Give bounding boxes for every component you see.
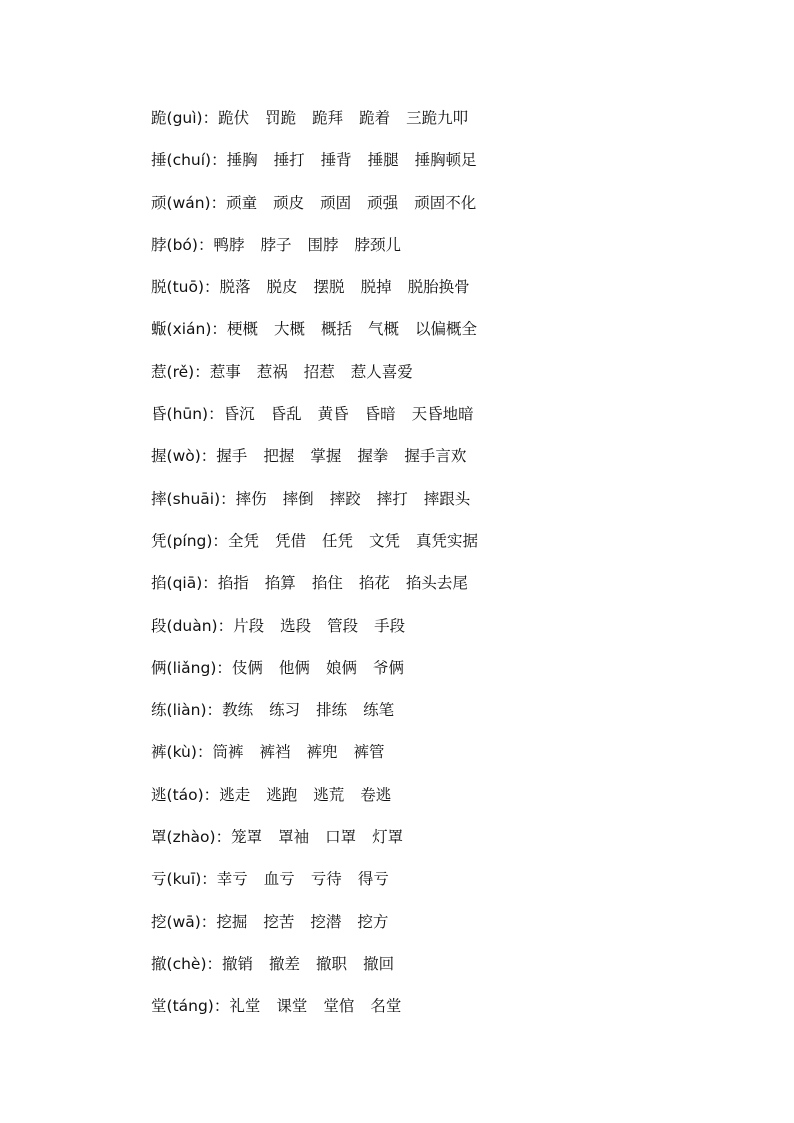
example-word: 脖颈儿 <box>354 235 402 254</box>
example-word: 掐头去尾 <box>405 574 468 593</box>
pinyin-reading: (bó) <box>166 235 198 254</box>
colon-separator: ： <box>213 997 230 1016</box>
example-word: 爷俩 <box>372 658 404 677</box>
example-word: 握手 <box>216 447 248 466</box>
colon-separator: ： <box>202 109 219 127</box>
colon-separator: ： <box>203 785 220 804</box>
pinyin-reading: (táng) <box>166 997 214 1016</box>
example-word: 他俩 <box>278 658 310 677</box>
headword-character: 撤 <box>151 954 167 973</box>
example-word: 三跪九叩 <box>406 109 469 127</box>
example-word: 挖苦 <box>263 912 295 931</box>
vocabulary-list <box>151 106 751 1037</box>
vocab-line <box>151 614 751 656</box>
example-word: 娘俩 <box>325 658 357 677</box>
vocab-line <box>151 444 751 486</box>
vocab-line <box>151 698 751 740</box>
example-word: 脱落 <box>219 278 251 297</box>
headword-character: 脱 <box>151 278 167 297</box>
example-word: 教练 <box>222 701 254 720</box>
example-word: 顽童 <box>226 193 258 212</box>
example-word: 手段 <box>374 616 406 635</box>
headword-character: 摔 <box>151 489 167 508</box>
pinyin-reading: (duàn) <box>166 616 218 635</box>
example-word: 卷逃 <box>360 785 392 804</box>
colon-separator: ： <box>204 278 220 297</box>
headword-character: 脖 <box>151 235 167 254</box>
example-word: 概括 <box>320 320 352 339</box>
example-word: 挖掘 <box>216 912 248 931</box>
headword-character: 罩 <box>151 828 167 847</box>
example-word: 任凭 <box>321 531 353 550</box>
pinyin-reading: (táo) <box>166 785 204 804</box>
pinyin-reading: (rě) <box>166 362 195 381</box>
example-word: 礼堂 <box>229 997 261 1016</box>
vocab-line <box>151 656 751 698</box>
vocab-line <box>151 910 751 952</box>
vocab-line <box>151 994 751 1036</box>
example-word: 大概 <box>273 320 305 339</box>
example-word: 文凭 <box>368 531 400 550</box>
pinyin-reading: (wán) <box>166 193 211 212</box>
example-word: 撤回 <box>363 954 395 973</box>
example-word: 摔倒 <box>282 489 314 508</box>
pinyin-reading: (wò) <box>166 447 201 466</box>
colon-separator: ： <box>206 701 223 720</box>
pinyin-reading: (wā) <box>166 912 201 931</box>
example-word: 摆脱 <box>313 278 345 297</box>
vocab-line <box>151 360 751 402</box>
example-word: 脖子 <box>260 235 292 254</box>
headword-character: 凭 <box>151 531 167 550</box>
example-word: 课堂 <box>276 997 308 1016</box>
example-word: 逃走 <box>219 785 251 804</box>
headword-character: 顽 <box>151 193 167 212</box>
example-word: 裤裆 <box>259 743 291 762</box>
vocab-line <box>151 571 751 613</box>
vocab-line <box>151 952 751 994</box>
example-word: 摔打 <box>376 489 408 508</box>
vocab-line <box>151 867 751 909</box>
example-word: 挖方 <box>357 912 389 931</box>
example-word: 灯罩 <box>372 828 404 847</box>
pinyin-reading: (tuō) <box>166 278 204 297</box>
pinyin-reading: (píng) <box>166 531 213 550</box>
example-word: 摔跤 <box>329 489 361 508</box>
example-word: 脱皮 <box>266 278 298 297</box>
colon-separator: ： <box>201 870 217 889</box>
example-word: 裤兜 <box>306 743 338 762</box>
example-word: 跪伏 <box>218 109 250 127</box>
example-word: 天昏地暗 <box>411 405 474 424</box>
vocab-line <box>151 148 751 190</box>
pinyin-reading: (xián) <box>166 320 212 339</box>
example-word: 黄昏 <box>317 405 349 424</box>
headword-character: 捶 <box>151 151 167 170</box>
headword-character: 惹 <box>151 362 167 381</box>
pinyin-reading: (qiā) <box>166 574 203 593</box>
example-word: 顽固不化 <box>414 193 477 212</box>
pinyin-reading: (chè) <box>166 954 207 973</box>
vocab-line <box>151 317 751 359</box>
example-word: 真凭实据 <box>416 531 479 550</box>
headword-character: 昏 <box>151 405 167 424</box>
example-word: 全凭 <box>227 531 259 550</box>
pinyin-reading: (hūn) <box>166 405 209 424</box>
example-word: 撤差 <box>269 954 301 973</box>
example-word: 惹事 <box>209 362 241 381</box>
example-word: 握拳 <box>357 447 389 466</box>
colon-separator: ： <box>215 828 232 847</box>
example-word: 昏沉 <box>223 405 255 424</box>
example-word: 昏乱 <box>270 405 302 424</box>
vocab-line <box>151 825 751 867</box>
pinyin-reading: (guì) <box>166 109 203 127</box>
example-word: 亏待 <box>310 870 342 889</box>
example-word: 撤职 <box>316 954 348 973</box>
headword-character: 亏 <box>151 870 167 889</box>
example-word: 围脖 <box>307 235 339 254</box>
vocab-line <box>151 529 751 571</box>
colon-separator: ： <box>202 574 218 593</box>
vocab-line <box>151 402 751 444</box>
example-word: 血亏 <box>263 870 295 889</box>
colon-separator: ： <box>211 320 227 339</box>
vocab-line <box>151 487 751 529</box>
pinyin-reading: (zhào) <box>166 828 216 847</box>
example-word: 名堂 <box>370 997 402 1016</box>
example-word: 惹祸 <box>256 362 288 381</box>
example-word: 伎俩 <box>231 658 263 677</box>
pinyin-reading: (shuāi) <box>166 489 221 508</box>
headword-character: 握 <box>151 447 167 466</box>
example-word: 捶背 <box>320 151 352 170</box>
vocab-line <box>151 740 751 782</box>
example-word: 掐算 <box>264 574 296 593</box>
headword-character: 蝂 <box>151 320 167 339</box>
example-word: 摔伤 <box>235 489 267 508</box>
example-word: 罚跪 <box>265 109 297 127</box>
example-word: 顽皮 <box>273 193 305 212</box>
example-word: 掐住 <box>311 574 343 593</box>
example-word: 握手言欢 <box>404 447 467 466</box>
headword-character: 挖 <box>151 912 167 931</box>
example-word: 捶胸 <box>226 151 258 170</box>
colon-separator: ： <box>200 912 217 931</box>
example-word: 撤销 <box>222 954 254 973</box>
headword-character: 逃 <box>151 785 167 804</box>
colon-separator: ： <box>208 405 224 424</box>
vocab-line <box>151 191 751 233</box>
pinyin-reading: (chuí) <box>166 151 212 170</box>
colon-separator: ： <box>197 235 214 254</box>
vocab-line <box>151 275 751 317</box>
example-word: 以偏概全 <box>415 320 478 339</box>
colon-separator: ： <box>210 193 227 212</box>
example-word: 把握 <box>263 447 295 466</box>
example-word: 惹人喜爱 <box>350 362 413 381</box>
pinyin-reading: (liǎng) <box>166 658 217 677</box>
example-word: 片段 <box>233 616 265 635</box>
example-word: 得亏 <box>357 870 389 889</box>
example-word: 捶打 <box>273 151 305 170</box>
headword-character: 跪 <box>151 109 167 127</box>
example-word: 掐花 <box>358 574 390 593</box>
colon-separator: ： <box>200 447 217 466</box>
example-word: 脱掉 <box>360 278 392 297</box>
example-word: 凭借 <box>274 531 306 550</box>
example-word: 管段 <box>327 616 359 635</box>
vocab-line <box>151 233 751 275</box>
example-word: 捶腿 <box>367 151 399 170</box>
example-word: 顽固 <box>320 193 352 212</box>
headword-character: 堂 <box>151 997 167 1016</box>
headword-character: 俩 <box>151 658 167 677</box>
colon-separator: ： <box>212 531 228 550</box>
example-word: 幸亏 <box>216 870 248 889</box>
example-word: 跪拜 <box>312 109 344 127</box>
colon-separator: ： <box>216 658 232 677</box>
example-word: 跪着 <box>359 109 391 127</box>
example-word: 摔跟头 <box>423 489 471 508</box>
pinyin-reading: (kù) <box>166 743 197 762</box>
example-word: 梗概 <box>226 320 258 339</box>
example-word: 掌握 <box>310 447 342 466</box>
headword-character: 裤 <box>151 743 167 762</box>
example-word: 罩袖 <box>278 828 310 847</box>
example-word: 逃跑 <box>266 785 298 804</box>
colon-separator: ： <box>196 743 213 762</box>
example-word: 昏暗 <box>364 405 396 424</box>
example-word: 脱胎换骨 <box>407 278 470 297</box>
pinyin-reading: (kuī) <box>166 870 202 889</box>
colon-separator: ： <box>194 362 210 381</box>
vocab-line <box>151 783 751 825</box>
example-word: 排练 <box>316 701 348 720</box>
pinyin-reading: (liàn) <box>166 701 207 720</box>
example-word: 选段 <box>280 616 312 635</box>
headword-character: 掐 <box>151 574 167 593</box>
example-word: 捶胸顿足 <box>414 151 477 170</box>
example-word: 逃荒 <box>313 785 345 804</box>
example-word: 笼罩 <box>231 828 263 847</box>
example-word: 挖潜 <box>310 912 342 931</box>
colon-separator: ： <box>217 616 234 635</box>
vocab-line <box>151 106 751 148</box>
example-word: 筒裤 <box>212 743 244 762</box>
example-word: 招惹 <box>303 362 335 381</box>
example-word: 练笔 <box>363 701 395 720</box>
headword-character: 段 <box>151 616 167 635</box>
example-word: 掐指 <box>217 574 249 593</box>
example-word: 堂倌 <box>323 997 355 1016</box>
example-word: 口罩 <box>325 828 357 847</box>
example-word: 练习 <box>269 701 301 720</box>
colon-separator: ： <box>206 954 223 973</box>
colon-separator: ： <box>220 489 236 508</box>
example-word: 顽强 <box>367 193 399 212</box>
example-word: 裤管 <box>353 743 385 762</box>
headword-character: 练 <box>151 701 167 720</box>
example-word: 鸭脖 <box>213 235 245 254</box>
colon-separator: ： <box>211 151 227 170</box>
example-word: 气概 <box>367 320 399 339</box>
